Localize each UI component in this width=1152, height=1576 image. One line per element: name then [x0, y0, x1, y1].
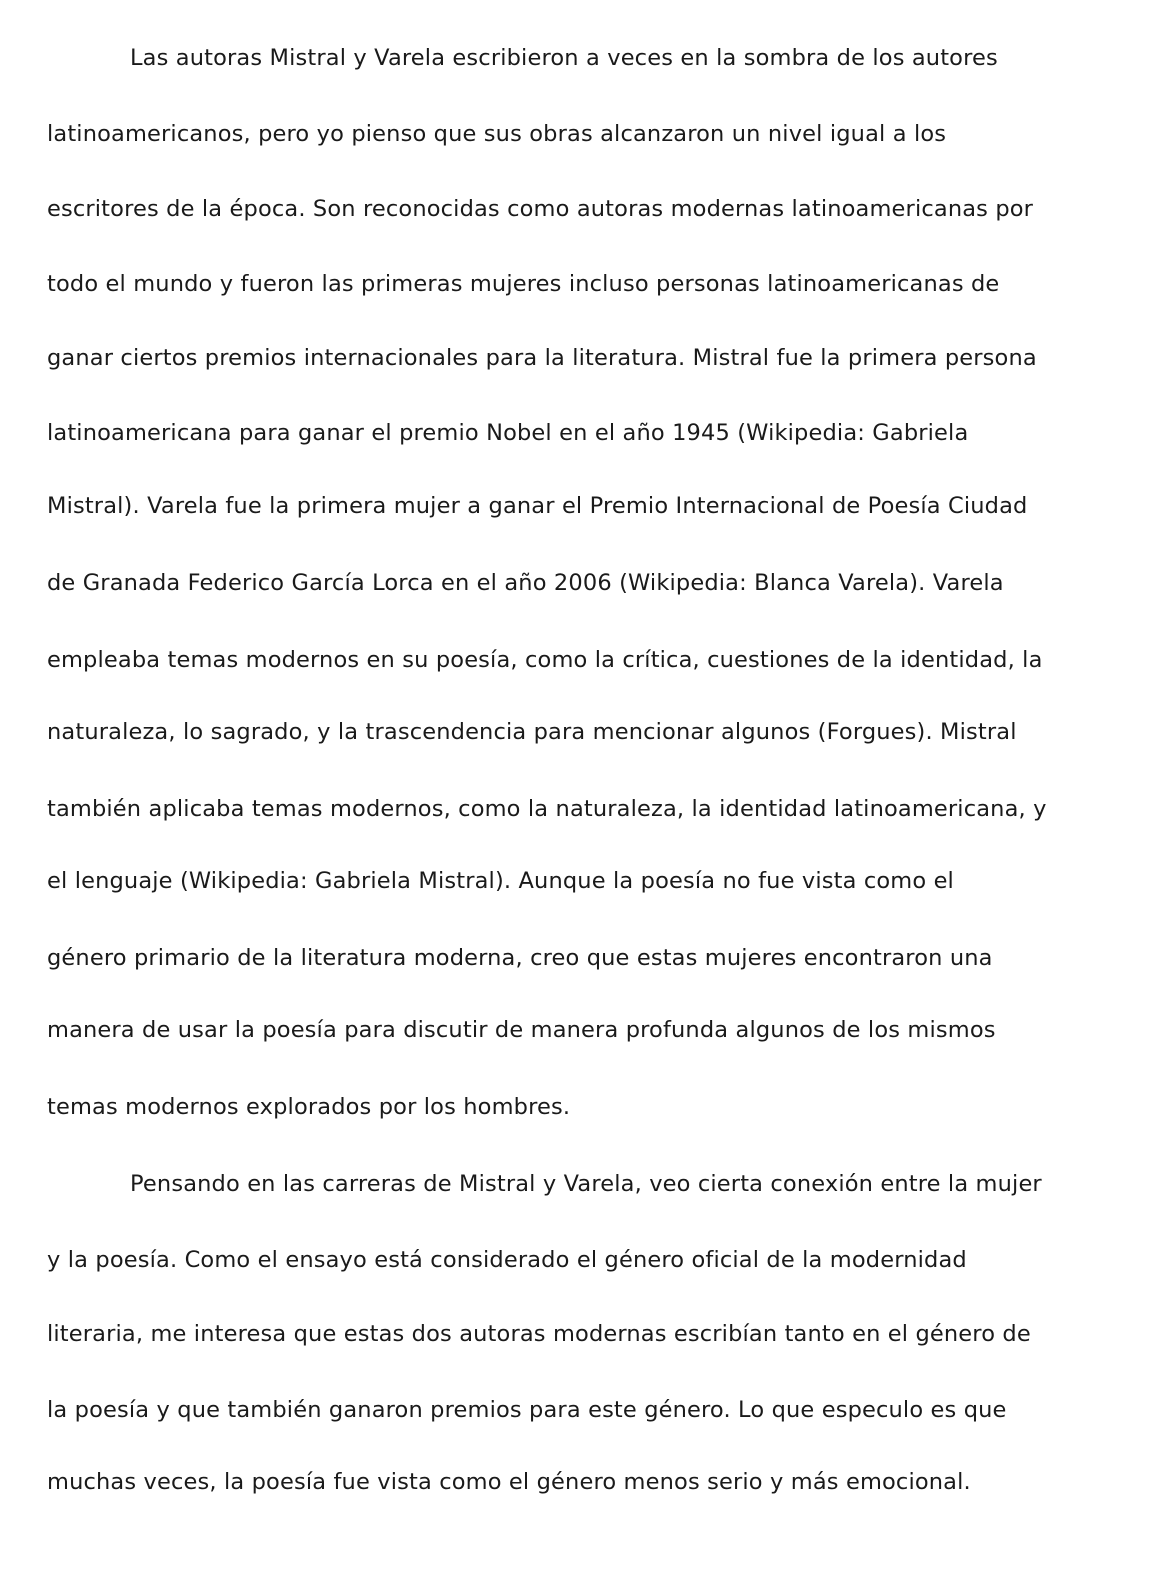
text-line: Mistral). Varela fue la primera mujer a ganar el Premio Internacional de Poesía Ciudad — [47, 493, 1028, 519]
text-line: Pensando en las carreras de Mistral y Varela, veo cierta conexión entre la mujer — [130, 1171, 1042, 1197]
text-line: la poesía y que también ganaron premios para este género. Lo que especulo es que — [47, 1397, 1007, 1423]
text-line: manera de usar la poesía para discutir de manera profunda algunos de los mismos — [47, 1017, 996, 1043]
text-line: ganar ciertos premios internacionales para la literatura. Mistral fue la primera persona — [47, 345, 1037, 371]
text-line: temas modernos explorados por los hombres. — [47, 1094, 571, 1120]
text-line: también aplicaba temas modernos, como la naturaleza, la identidad latinoamericana, y — [47, 796, 1047, 822]
text-line: Las autoras Mistral y Varela escribieron a veces en la sombra de los autores — [130, 45, 998, 71]
text-line: de Granada Federico García Lorca en el año 2006 (Wikipedia: Blanca Varela). Varela — [47, 570, 1004, 596]
text-line: literaria, me interesa que estas dos autoras modernas escribían tanto en el género de — [47, 1321, 1031, 1347]
text-line: latinoamericana para ganar el premio Nobel en el año 1945 (Wikipedia: Gabriela — [47, 420, 969, 446]
text-line: escritores de la época. Son reconocidas como autoras modernas latinoamericanas por — [47, 196, 1034, 222]
text-line: el lenguaje (Wikipedia: Gabriela Mistral). Aunque la poesía no fue vista como el — [47, 868, 954, 894]
text-line: muchas veces, la poesía fue vista como el género menos serio y más emocional. — [47, 1469, 971, 1495]
text-line: empleaba temas modernos en su poesía, como la crítica, cuestiones de la identidad, la — [47, 647, 1043, 673]
text-line: naturaleza, lo sagrado, y la trascendencia para mencionar algunos (Forgues). Mistral — [47, 719, 1017, 745]
text-line: latinoamericanos, pero yo pienso que sus obras alcanzaron un nivel igual a los — [47, 121, 947, 147]
text-line: y la poesía. Como el ensayo está considerado el género oficial de la modernidad — [47, 1247, 967, 1273]
text-line: todo el mundo y fueron las primeras mujeres incluso personas latinoamericanas de — [47, 271, 1000, 297]
text-line: género primario de la literatura moderna, creo que estas mujeres encontraron una — [47, 945, 993, 971]
